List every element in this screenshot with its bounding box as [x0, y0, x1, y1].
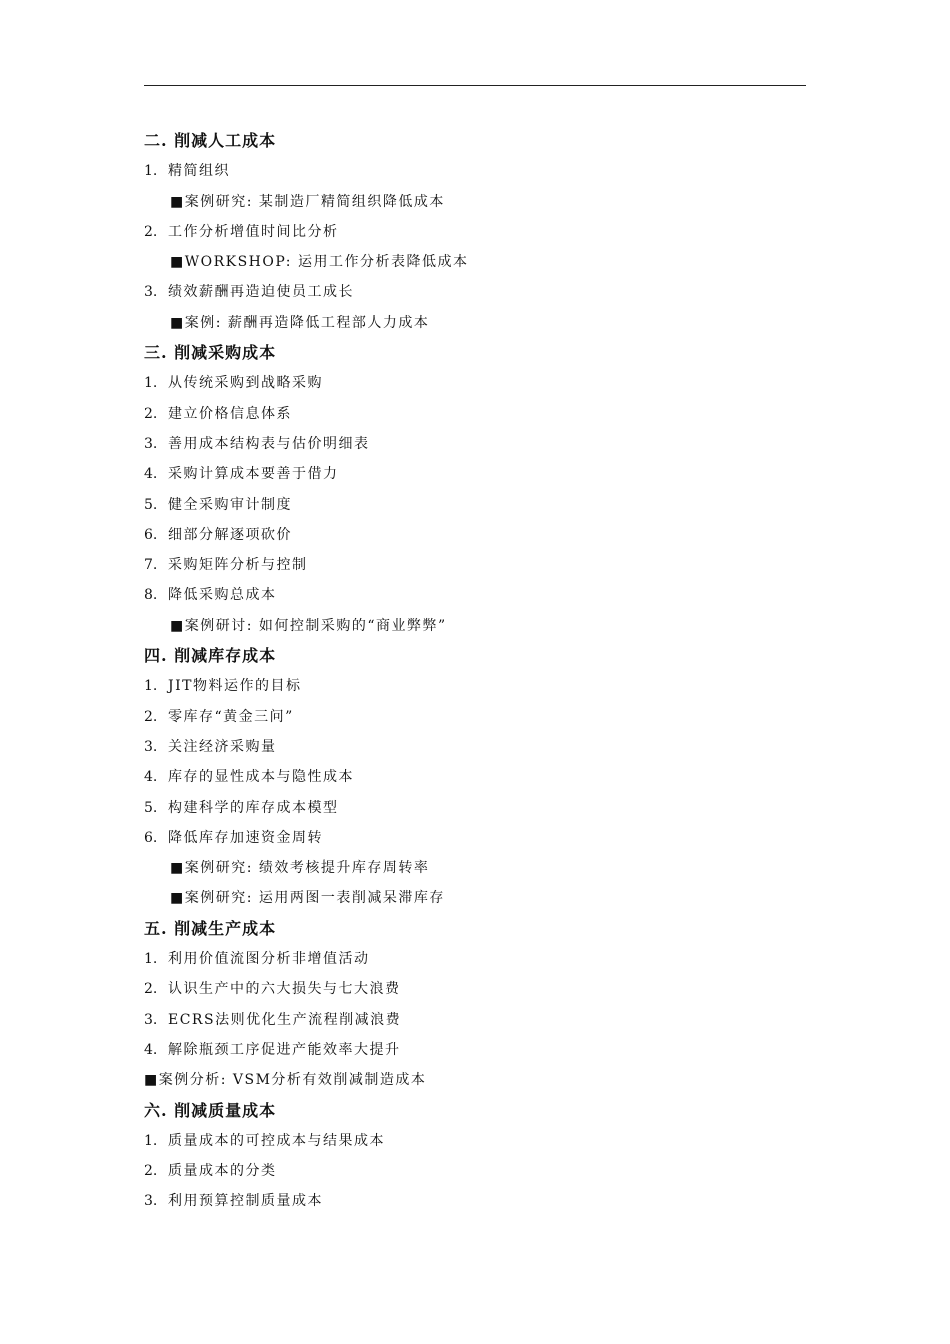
- outline-item: [144, 490, 806, 520]
- section-heading: 五. 削减生产成本: [144, 918, 277, 938]
- item-number: 2.: [144, 223, 158, 240]
- document-body: [144, 126, 806, 1217]
- item-text: 精简组织: [168, 163, 230, 180]
- item-number: 5.: [144, 799, 158, 816]
- item-text: 认识生产中的六大损失与七大浪费: [168, 981, 401, 998]
- case-study-item: [144, 883, 806, 913]
- section-heading: 三. 削减采购成本: [144, 343, 277, 363]
- item-number: 1.: [144, 163, 158, 180]
- outline-item: [144, 550, 806, 580]
- outline-item: [144, 156, 806, 186]
- item-text: 采购计算成本要善于借力: [168, 466, 339, 483]
- item-number: 3.: [144, 738, 158, 755]
- item-text: 利用价值流图分析非增值活动: [168, 951, 370, 968]
- header-rule: [144, 85, 806, 86]
- item-number: 8.: [144, 587, 158, 604]
- item-number: 1.: [144, 375, 158, 392]
- outline-item: [144, 702, 806, 732]
- item-text: ECRS法则优化生产流程削减浪费: [168, 1011, 402, 1028]
- outline-item: [144, 762, 806, 792]
- outline-item: [144, 399, 806, 429]
- case-study-item: [144, 611, 806, 641]
- section-heading: 六. 削减质量成本: [144, 1100, 277, 1120]
- case-study-text: ■案例研讨: 如何控制采购的“商业弊弊”: [170, 617, 447, 634]
- outline-item: [144, 732, 806, 762]
- item-text: 采购矩阵分析与控制: [168, 557, 308, 574]
- item-text: 构建科学的库存成本模型: [168, 799, 339, 816]
- case-study-text: ■案例研究: 某制造厂精简组织降低成本: [170, 193, 445, 210]
- item-number: 1.: [144, 1132, 158, 1149]
- item-text: 从传统采购到战略采购: [168, 375, 323, 392]
- case-study-text: ■案例: 薪酬再造降低工程部人力成本: [170, 314, 430, 331]
- outline-item: [144, 1156, 806, 1186]
- outline-item: [144, 1005, 806, 1035]
- item-number: 2.: [144, 405, 158, 422]
- outline-item: [144, 429, 806, 459]
- item-number: 3.: [144, 435, 158, 452]
- item-text: 工作分析增值时间比分析: [168, 223, 339, 240]
- item-number: 6.: [144, 526, 158, 543]
- outline-item: [144, 217, 806, 247]
- case-study-text: ■案例研究: 绩效考核提升库存周转率: [170, 860, 430, 877]
- item-text: 降低库存加速资金周转: [168, 829, 323, 846]
- item-text: 质量成本的分类: [168, 1163, 277, 1180]
- item-text: 细部分解逐项砍价: [168, 526, 292, 543]
- outline-item: [144, 368, 806, 398]
- item-number: 4.: [144, 466, 158, 483]
- item-number: 4.: [144, 1041, 158, 1058]
- case-study-text: ■案例分析: VSM分析有效削减制造成本: [144, 1072, 427, 1089]
- outline-item: [144, 671, 806, 701]
- item-number: 1.: [144, 678, 158, 695]
- outline-item: [144, 459, 806, 489]
- item-text: 质量成本的可控成本与结果成本: [168, 1132, 385, 1149]
- item-number: 6.: [144, 829, 158, 846]
- section-heading: 四. 削减库存成本: [144, 646, 277, 666]
- item-text: 建立价格信息体系: [168, 405, 292, 422]
- item-text: 健全采购审计制度: [168, 496, 292, 513]
- item-text: 库存的显性成本与隐性成本: [168, 769, 354, 786]
- outline-item: [144, 944, 806, 974]
- case-study-text: ■WORKSHOP: 运用工作分析表降低成本: [170, 254, 469, 271]
- item-number: 1.: [144, 951, 158, 968]
- case-study-item: [144, 308, 806, 338]
- item-text: JIT物料运作的目标: [168, 678, 302, 695]
- outline-item: [144, 793, 806, 823]
- outline-item: [144, 823, 806, 853]
- case-study-item: [144, 247, 806, 277]
- item-text: 善用成本结构表与估价明细表: [168, 435, 370, 452]
- item-number: 3.: [144, 1011, 158, 1028]
- item-number: 2.: [144, 708, 158, 725]
- item-number: 3.: [144, 1193, 158, 1210]
- item-number: 2.: [144, 981, 158, 998]
- item-text: 利用预算控制质量成本: [168, 1193, 323, 1210]
- outline-item: [144, 1186, 806, 1216]
- section-heading: 二. 削减人工成本: [144, 131, 277, 150]
- case-study-text: ■案例研究: 运用两图一表削减呆滞库存: [170, 890, 445, 907]
- item-number: 4.: [144, 769, 158, 786]
- item-text: 解除瓶颈工序促进产能效率大提升: [168, 1041, 401, 1058]
- case-study-item: [144, 1065, 806, 1095]
- item-number: 7.: [144, 557, 158, 574]
- outline-item: [144, 974, 806, 1004]
- outline-item: [144, 1126, 806, 1156]
- item-text: 绩效薪酬再造迫使员工成长: [168, 284, 354, 301]
- item-number: 3.: [144, 284, 158, 301]
- case-study-item: [144, 853, 806, 883]
- outline-item: [144, 520, 806, 550]
- item-text: 关注经济采购量: [168, 738, 277, 755]
- item-number: 5.: [144, 496, 158, 513]
- case-study-item: [144, 187, 806, 217]
- outline-item: [144, 277, 806, 307]
- item-text: 零库存“黄金三问”: [168, 708, 294, 725]
- item-text: 降低采购总成本: [168, 587, 277, 604]
- outline-item: [144, 580, 806, 610]
- item-number: 2.: [144, 1163, 158, 1180]
- outline-item: [144, 1035, 806, 1065]
